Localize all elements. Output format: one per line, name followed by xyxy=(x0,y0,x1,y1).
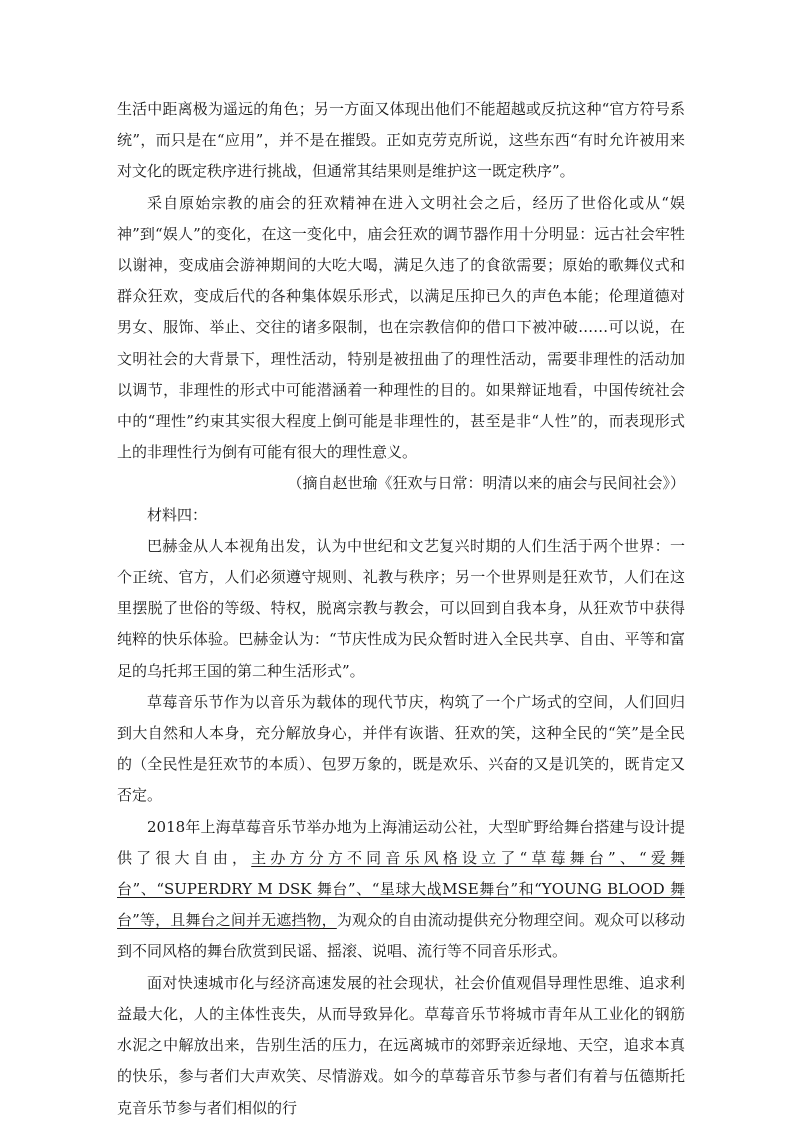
paragraph-temple-fair: 采自原始宗教的庙会的狂欢精神在进入文明社会之后，经历了世俗化或从“娱神”到“娱人”的变化，在这一变化中，庙会狂欢的调节器作用十分明显：远古社会牢牲以谢神，变成庙会游神期间的大吃大喝，满足久违了的食欲需要；原始的歌舞仪式和群众狂欢，变成后代的各种集体娱乐形式，以满足压抑已久的声色本能；伦理道德对男女、服饰、举止、交往的诸多限制，也在宗教信仰的借口下被冲破……可以说，在文明社会的大背景下，理性活动，特别是被扭曲了的理性活动，需要非理性的活动加以调节，非理性的形式中可能潜涵着一种理性的目的。如果辩证地看，中国传统社会中的“理性”约束其实很大程度上倒可能是非理性的，甚至是非“人性”的，而表现形式上的非理性行为倒有可能有很大的理性意义。 xyxy=(117,193,685,462)
paragraph-shanghai-2018 xyxy=(117,812,685,968)
source-citation: （摘自赵世瑜《狂欢与日常：明清以来的庙会与民间社会》） xyxy=(287,474,685,493)
paragraph-continuation: 生活中距离极为遥远的角色；另一方面又体现出他们不能超越或反抗这种“官方符号系统”，而只是在“应用”，并不是在摧毁。正如克劳克所说，这些东西“有时允许被用来对文化的既定秩序进行挑战，但通常其结果则是维护这一既定秩序”。 xyxy=(117,100,685,181)
material-heading: 材料四： xyxy=(147,505,208,524)
underlined-passage: 主办方分方不同音乐风格设立了“草莓舞台”、“爱舞台”、“SUPERDRY M DSK 舞台”、“星球大战MSE舞台”和“YOUNG BLOOD 舞台”等，且舞台之间并无遮挡物， xyxy=(117,848,685,930)
document-body xyxy=(117,94,685,1124)
paragraph-urbanization: 面对快速城市化与经济高速发展的社会现状，社会价值观倡导理性思维、追求利益最大化，人的主体性丧失，从而导致异化。草莓音乐节将城市青年从工业化的钢筋水泥之中解放出来，告别生活的压力，在远离城市的郊野亲近绿地、天空，追求本真的快乐，参与者们大声欢笑、尽情游戏。如今的草莓音乐节参与者们有着与伍德斯托克音乐节参与者们相似的行 xyxy=(117,973,685,1117)
paragraph-strawberry-festival: 草莓音乐节作为以音乐为载体的现代节庆，构筑了一个广场式的空间，人们回归到大自然和人本身，充分解放身心，并伴有诙谐、狂欢的笑，这种全民的“笑”是全民的（全民性是狂欢节的本质）、包罗万象的，既是欢乐、兴奋的又是讥笑的，既肯定又否定。 xyxy=(117,692,685,805)
paragraph-end-text: 为观众的自由流动提供充分物理空间。观众可以移动到不同风格的舞台欣赏到民谣、摇滚、说唱、流行等不同音乐形式。 xyxy=(117,911,685,961)
paragraph-bakhtin: 巴赫金从人本视角出发，认为中世纪和文艺复兴时期的人们生活于两个世界：一个正统、官方，人们必须遵守规则、礼教与秩序；另一个世界则是狂欢节，人们在这里摆脱了世俗的等级、特权，脱离宗教与教会，可以回到自我本身，从狂欢节中获得纯粹的快乐体验。巴赫金认为：“节庆性成为民众暂时进入全民共享、自由、平等和富足的乌托邦王国的第二种生活形式”。 xyxy=(117,536,685,680)
paragraph-start-text: 2018年上海草莓音乐节举办地为上海浦运动公社，大型旷野给舞台搭建与设计提供了很大自由， xyxy=(117,817,685,867)
